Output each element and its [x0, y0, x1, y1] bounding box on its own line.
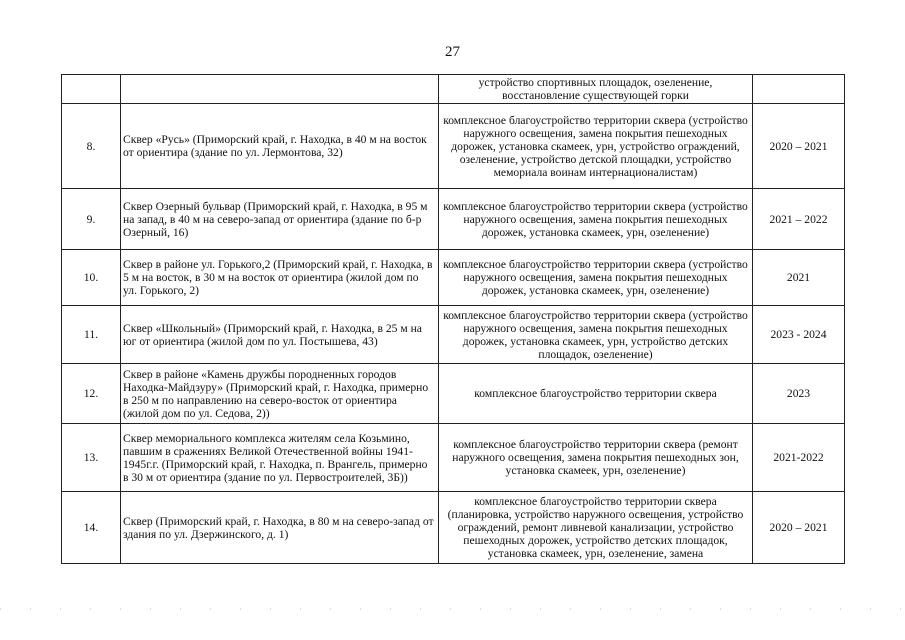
- implementation-years: 2021-2022: [753, 424, 845, 492]
- implementation-years: 2020 – 2021: [753, 104, 845, 189]
- row-number: 12.: [62, 364, 121, 424]
- implementation-years: 2020 – 2021: [753, 492, 845, 564]
- implementation-years: 2023: [753, 364, 845, 424]
- object-description: Сквер Озерный бульвар (Приморский край, г. Находка, в 95 м на запад, в 40 м на северо-запад от ориентира (здание по б-р Озерный, 16): [121, 189, 439, 250]
- row-number: 14.: [62, 492, 121, 564]
- table-row: [62, 306, 845, 364]
- object-description: [121, 75, 439, 104]
- works-description: комплексное благоустройство территории сквера (устройство наружного освещения, замена покрытия пешеходных дорожек, установка скамеек, урн, озеленение): [439, 250, 753, 306]
- table-row: [62, 364, 845, 424]
- works-description: комплексное благоустройство территории сквера (устройство наружного освещения, замена покрытия пешеходных дорожек, установка скамеек, урн, озеленение): [439, 189, 753, 250]
- object-description: Сквер в районе ул. Горького,2 (Приморский край, г. Находка, в 5 м на восток, в 30 м на восток от ориентира (жилой дом по ул. Горького, 2): [121, 250, 439, 306]
- table-row: [62, 75, 845, 104]
- object-description: Сквер мемориального комплекса жителям села Козьмино, павшим в сражениях Великой Отечественной войны 1941-1945г.г. (Приморский край, г. Находка, п. Врангель, примерно в 30 м от ориентира (здание по ул. Первостроителей, 3Б)): [121, 424, 439, 492]
- table-row: [62, 250, 845, 306]
- works-description: устройство спортивных площадок, озеленение, восстановление существующей горки: [439, 75, 753, 104]
- object-description: Сквер «Школьный» (Приморский край, г. Находка, в 25 м на юг от ориентира (жилой дом по ул. Постышева, 43): [121, 306, 439, 364]
- table-row: [62, 492, 845, 564]
- row-number: 9.: [62, 189, 121, 250]
- scan-artifact-line: [0, 608, 905, 610]
- improvement-table: [61, 74, 845, 564]
- row-number: [62, 75, 121, 104]
- row-number: 8.: [62, 104, 121, 189]
- table-row: [62, 424, 845, 492]
- object-description: Сквер (Приморский край, г. Находка, в 80 м на северо-запад от здания по ул. Дзержинского, д. 1): [121, 492, 439, 564]
- implementation-years: 2021: [753, 250, 845, 306]
- implementation-years: [753, 75, 845, 104]
- page-number: 27: [445, 44, 460, 60]
- object-description: Сквер в районе «Камень дружбы породненных городов Находка-Майдзуру» (Приморский край, г. Находка, примерно в 250 м по направлению на северо-восток от ориентира (жилой дом по ул. Седова, 2)): [121, 364, 439, 424]
- works-description: комплексное благоустройство территории сквера (устройство наружного освещения, замена покрытия пешеходных дорожек, установка скамеек, урн, устройство детских площадок, озеленение): [439, 306, 753, 364]
- row-number: 10.: [62, 250, 121, 306]
- works-description: комплексное благоустройство территории сквера (устройство наружного освещения, замена покрытия пешеходных дорожек, установка скамеек, урн, устройство ограждений, озеленение, устройство детской площадки, устройство мемориала воинам интернационалистам): [439, 104, 753, 189]
- works-description: комплексное благоустройство территории сквера (планировка, устройство наружного освещения, устройство ограждений, ремонт ливневой канализации, устройство пешеходных дорожек, устройство детских площадок, установка скамеек, урн, озеленение, замена: [439, 492, 753, 564]
- works-description: комплексное благоустройство территории сквера (ремонт наружного освещения, замена покрытия пешеходных зон, установка скамеек, урн, озеленение): [439, 424, 753, 492]
- row-number: 13.: [62, 424, 121, 492]
- table-row: [62, 189, 845, 250]
- object-description: Сквер «Русь» (Приморский край, г. Находка, в 40 м на восток от ориентира (здание по ул. Лермонтова, 32): [121, 104, 439, 189]
- row-number: 11.: [62, 306, 121, 364]
- implementation-years: 2023 - 2024: [753, 306, 845, 364]
- implementation-years: 2021 – 2022: [753, 189, 845, 250]
- works-description: комплексное благоустройство территории сквера: [439, 364, 753, 424]
- table-row: [62, 104, 845, 189]
